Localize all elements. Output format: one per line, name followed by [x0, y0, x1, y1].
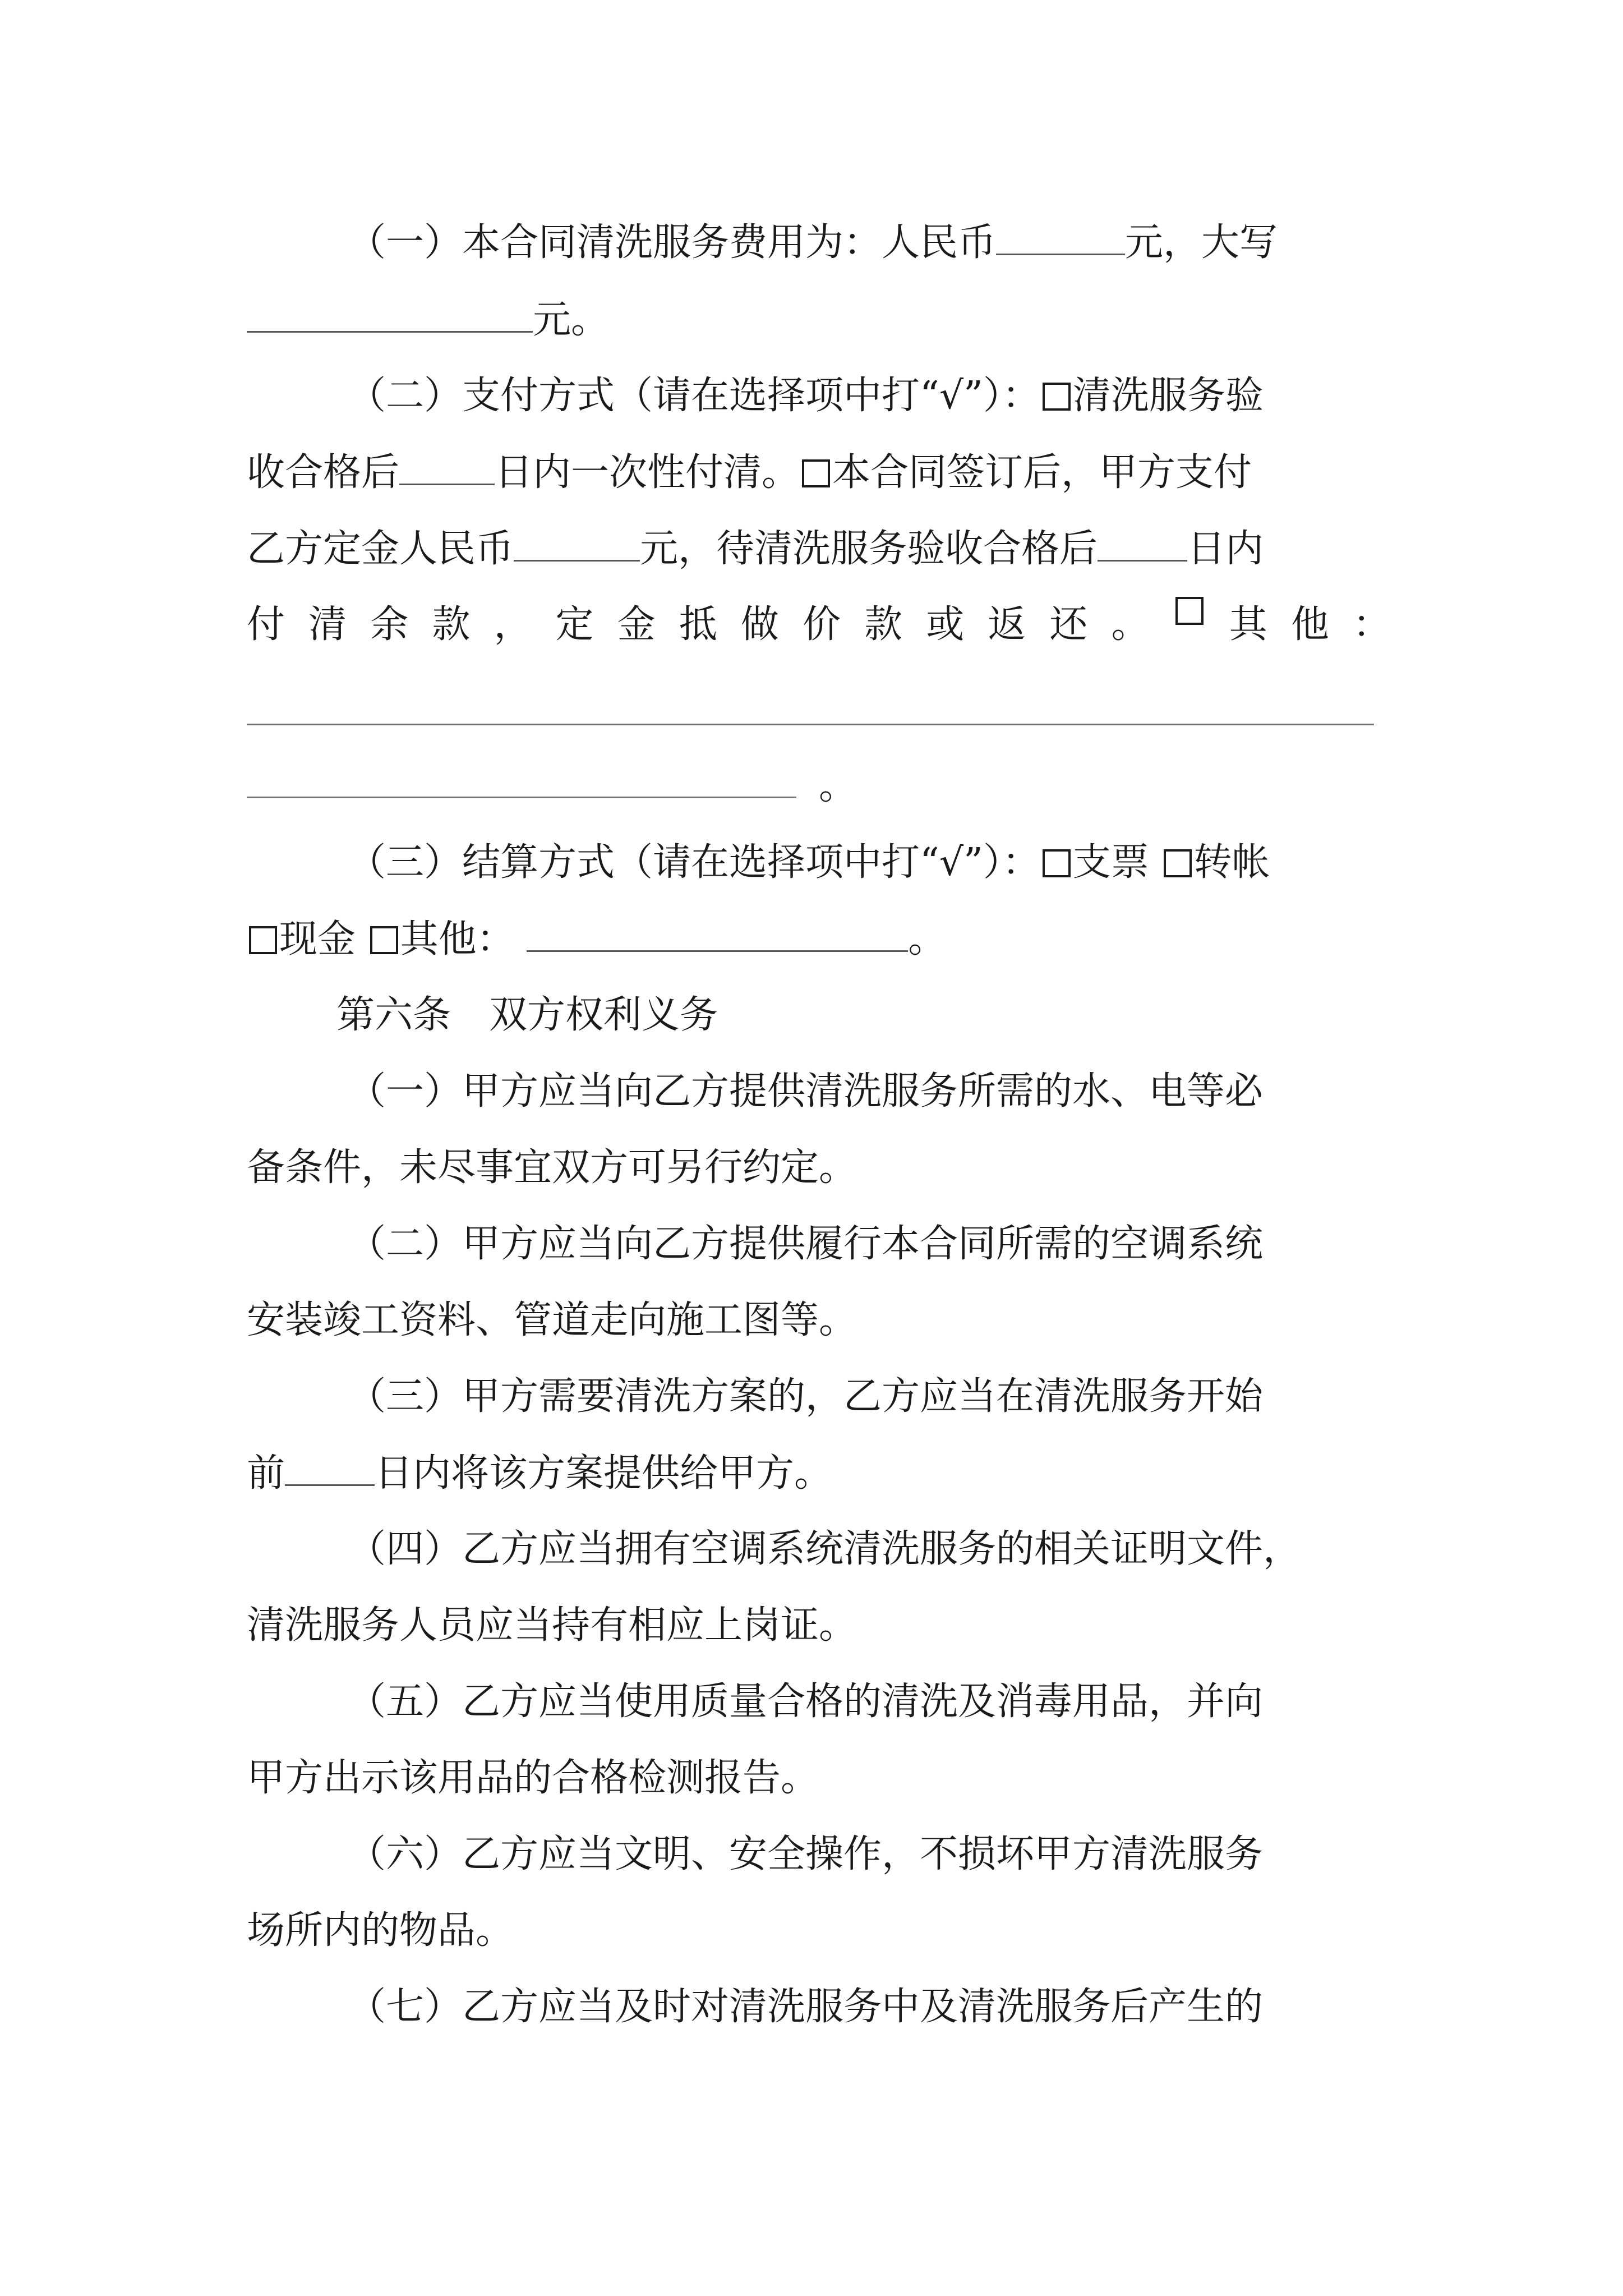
settlement-other-period: 。	[908, 917, 947, 961]
payment-option-2-checkbox[interactable]	[802, 459, 830, 487]
duty-1-line-2	[247, 1140, 1391, 1196]
payment-option-2-text-3: 元，待清洗服务验收合格后	[640, 527, 1098, 571]
settlement-other-checkbox[interactable]	[370, 926, 398, 954]
settlement-transfer-checkbox[interactable]	[1164, 849, 1192, 877]
deposit-amount-blank	[514, 521, 640, 562]
char: 定	[555, 602, 594, 647]
settlement-other-blank	[527, 911, 908, 952]
fee-clause-line-1	[348, 214, 1391, 270]
fee-uppercase-blank	[247, 292, 533, 333]
other-payment-end	[819, 758, 875, 815]
payment-days-blank	[399, 444, 495, 485]
duty-1-text-2: 备条件，未尽事宜双方可另行约定。	[247, 1145, 857, 1190]
settlement-check-text: 支票	[1072, 840, 1149, 885]
plan-days-blank	[285, 1445, 375, 1486]
payment-clause-line-3	[247, 521, 1391, 577]
other-payment-blank-2	[247, 797, 796, 798]
settlement-cash-checkbox[interactable]	[249, 926, 277, 954]
char: 清	[308, 602, 347, 647]
duty-3-line-1	[348, 1369, 1391, 1425]
fee-clause-line-2	[247, 292, 1391, 348]
settlement-clause-line-2	[247, 911, 1391, 967]
duty-3-text: （三）甲方需要清洗方案的，乙方应当在清洗服务开始	[348, 1374, 1264, 1419]
char: 价	[802, 602, 841, 647]
fee-amount-blank	[996, 214, 1125, 255]
duty-1-line-1	[348, 1064, 1391, 1120]
duty-4-line-1	[348, 1521, 1391, 1577]
payment-option-2-text-4: 日内	[1187, 527, 1264, 571]
payment-option-2-text: 本合同签订后，甲方支付	[832, 450, 1252, 495]
duty-3-text-3: 日内将该方案提供给甲方。	[375, 1451, 833, 1496]
duty-6-text: （六）乙方应当文明、安全操作，不损坏甲方清洗服务	[348, 1832, 1264, 1876]
duty-2-line-1	[348, 1216, 1391, 1272]
payment-clause-line-4	[247, 597, 1391, 653]
duty-5-text: （五）乙方应当使用质量合格的清洗及消毒用品，并向	[348, 1680, 1264, 1724]
payment-option-2-text-2: 乙方定金人民币	[247, 527, 514, 571]
other-payment-period: 。	[819, 764, 857, 808]
duty-2-text: （二）甲方应当向乙方提供履行本合同所需的空调系统	[348, 1222, 1264, 1266]
char: 返	[988, 602, 1026, 647]
char: 做	[740, 602, 779, 647]
payment-clause-line-2	[247, 444, 1391, 500]
duty-3-line-2	[247, 1445, 1391, 1501]
settlement-check-checkbox[interactable]	[1043, 849, 1071, 877]
char: 金	[617, 602, 656, 647]
payment-option-3-text: 其	[1229, 602, 1267, 647]
duty-6-line-2	[247, 1903, 1391, 1959]
char: 余	[370, 602, 409, 647]
duty-5-text-2: 甲方出示该用品的合格检测报告。	[247, 1756, 819, 1800]
settlement-cash-text: 现金	[279, 917, 356, 961]
duty-5-line-2	[247, 1750, 1391, 1806]
duty-7-text: （七）乙方应当及时对清洗服务中及清洗服务后产生的	[348, 1985, 1264, 2029]
payment-option-3-text-2: 他	[1290, 602, 1329, 647]
payment-option-1-text-2: 收合格后	[247, 450, 400, 495]
char: 。	[1111, 602, 1150, 647]
payment-option-1-checkbox[interactable]	[1043, 383, 1071, 411]
fee-clause-text: （一）本合同清洗服务费用为：人民币	[348, 220, 997, 265]
payment-option-3-checkbox[interactable]	[1175, 597, 1204, 625]
settlement-transfer-text: 转帐	[1193, 840, 1270, 885]
balance-days-blank	[1098, 521, 1187, 562]
settlement-clause-text: （三）结算方式（请在选择项中打“√”）：	[348, 840, 1040, 885]
char: 款	[864, 602, 903, 647]
char: 或	[926, 602, 965, 647]
duty-6-line-1	[348, 1826, 1391, 1883]
other-payment-blank-1	[247, 724, 1374, 725]
char: 款	[432, 602, 471, 647]
duty-2-line-2	[247, 1292, 1391, 1349]
payment-clause-line-1	[348, 368, 1391, 424]
settlement-other-text: 其他：	[400, 917, 515, 961]
duty-7-line-1	[348, 1979, 1391, 2035]
char: ，	[494, 602, 532, 647]
fee-clause-text-3: 元。	[533, 298, 610, 342]
article-six-title: 第六条 双方权利义务	[336, 993, 718, 1037]
char: 还	[1049, 602, 1088, 647]
char: 付	[247, 602, 285, 647]
fee-clause-text-2: 元，大写	[1125, 220, 1278, 265]
payment-option-1-text-3: 日内一次性付清。	[495, 450, 800, 495]
settlement-clause-line-1	[348, 835, 1391, 891]
duty-3-text-2: 前	[247, 1451, 285, 1496]
duty-4-text-2: 清洗服务人员应当持有相应上岗证。	[247, 1603, 857, 1648]
payment-clause-text: （二）支付方式（请在选择项中打“√”）：	[348, 374, 1040, 418]
article-six-heading	[336, 987, 1391, 1043]
duty-1-text: （一）甲方应当向乙方提供清洗服务所需的水、电等必	[348, 1069, 1264, 1114]
payment-option-1-text: 清洗服务验	[1072, 374, 1264, 418]
duty-4-line-2	[247, 1598, 1391, 1654]
char: 抵	[679, 602, 717, 647]
duty-6-text-2: 场所内的物品。	[247, 1908, 514, 1953]
payment-option-3-colon: ：	[1352, 602, 1391, 647]
duty-2-text-2: 安装竣工资料、管道走向施工图等。	[247, 1298, 857, 1342]
duty-4-text: （四）乙方应当拥有空调系统清洗服务的相关证明文件，	[348, 1527, 1302, 1571]
duty-5-line-1	[348, 1674, 1391, 1730]
